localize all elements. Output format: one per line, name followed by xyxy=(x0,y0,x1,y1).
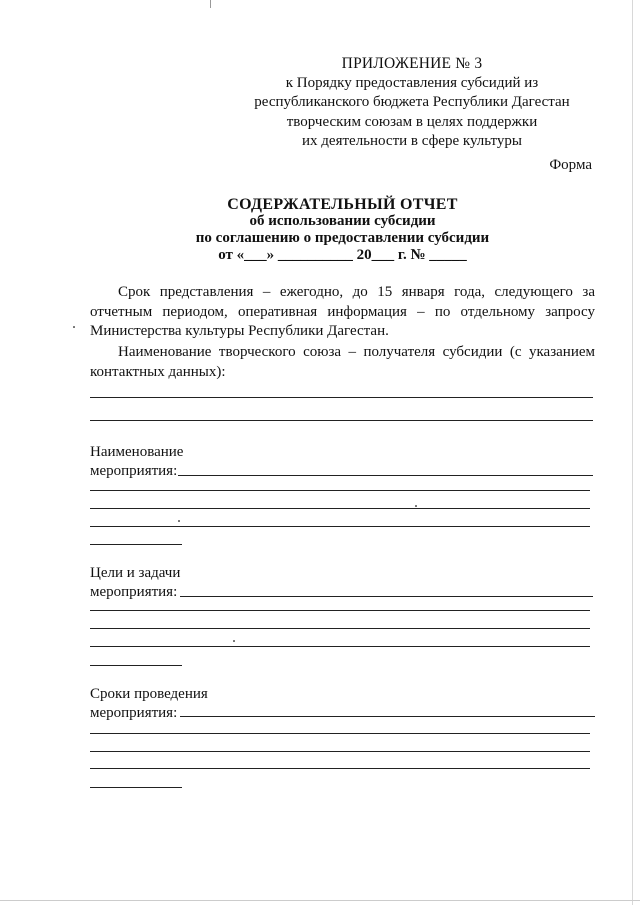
fill-in-line[interactable] xyxy=(90,787,182,788)
scan-mark-top xyxy=(210,0,211,8)
section-label: Наименование xyxy=(90,444,184,460)
fill-in-line[interactable] xyxy=(180,596,593,597)
deadline-paragraph: Срок представления – ежегодно, до 15 января года, следующего за отчетным периодом, оперативная информация – по отдельному запросу Министерства культуры Республики Дагестан. xyxy=(90,284,595,339)
fill-in-line[interactable] xyxy=(178,475,593,476)
scan-edge-bottom xyxy=(0,900,640,901)
fill-in-line[interactable] xyxy=(90,751,590,752)
report-subtitle: по соглашению о предоставлении субсидии xyxy=(195,230,490,246)
fill-in-line[interactable] xyxy=(90,733,590,734)
section-label: мероприятия: xyxy=(90,463,178,479)
section-label: мероприятия: xyxy=(90,705,178,721)
scan-speck xyxy=(233,640,235,642)
fill-in-line[interactable] xyxy=(90,544,182,545)
union-name-paragraph: Наименование творческого союза – получателя субсидии (с указанием контактных данных): xyxy=(90,344,595,380)
fill-in-line[interactable] xyxy=(90,628,590,629)
fill-in-line[interactable] xyxy=(90,526,590,527)
appendix-line: творческим союзам в целях поддержки xyxy=(286,113,538,130)
appendix-title: ПРИЛОЖЕНИЕ № 3 xyxy=(341,55,483,72)
report-subtitle: об использовании субсидии xyxy=(249,213,436,229)
fill-in-line[interactable] xyxy=(90,508,590,509)
section-label: мероприятия: xyxy=(90,584,178,600)
section-label: Сроки проведения xyxy=(90,686,208,702)
appendix-line: республиканского бюджета Республики Дагестан xyxy=(254,94,570,110)
section-label: Цели и задачи xyxy=(90,565,181,581)
appendix-line: к Порядку предоставления субсидий из xyxy=(285,74,539,91)
report-title-block xyxy=(90,196,595,264)
scan-speck xyxy=(178,520,180,522)
fill-in-line[interactable] xyxy=(90,768,590,769)
scan-speck xyxy=(415,505,417,507)
fill-in-line[interactable] xyxy=(180,716,595,717)
fill-in-line[interactable] xyxy=(90,490,590,491)
appendix-header xyxy=(232,54,592,152)
report-title: СОДЕРЖАТЕЛЬНЫЙ ОТЧЕТ xyxy=(227,196,458,213)
fill-in-line[interactable] xyxy=(90,610,590,611)
appendix-line: их деятельности в сфере культуры xyxy=(302,133,522,149)
fill-in-line[interactable] xyxy=(90,397,593,398)
form-label: Форма xyxy=(549,157,592,173)
scan-edge-right xyxy=(632,0,633,905)
scan-speck xyxy=(73,326,75,328)
fill-in-line[interactable] xyxy=(90,646,590,647)
fill-in-line[interactable] xyxy=(90,665,182,666)
report-date-line: от «___» __________ 20___ г. № _____ xyxy=(218,247,467,263)
fill-in-line[interactable] xyxy=(90,420,593,421)
